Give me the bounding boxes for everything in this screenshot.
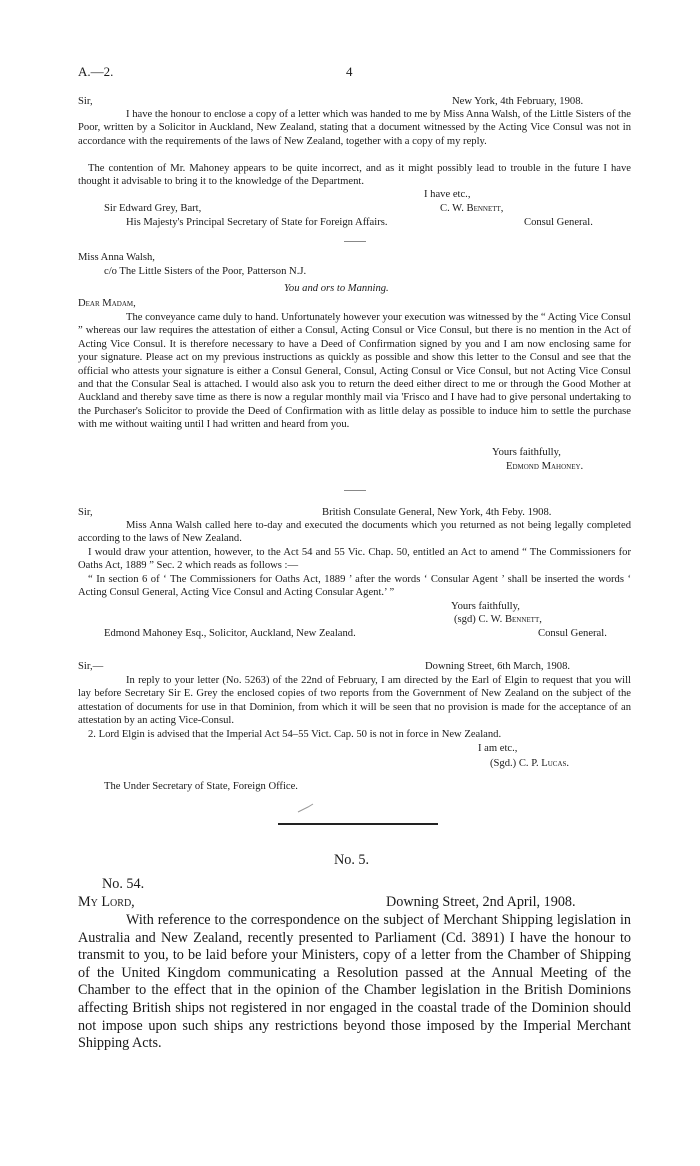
closing: Yours faithfully, bbox=[492, 447, 561, 458]
page-number: 4 bbox=[346, 64, 353, 79]
separator-rule bbox=[344, 241, 366, 242]
signature-title: Consul General. bbox=[538, 628, 607, 639]
closing: I am etc., bbox=[478, 743, 518, 754]
paragraph: 2. Lord Elgin is advised that the Imperial Act 54–55 Vict. Cap. 50 is not in force in New Zealand. bbox=[88, 729, 502, 740]
addressee-title: His Majesty's Principal Secretary of State for Foreign Affairs. bbox=[126, 217, 388, 228]
dispatch-number: No. 54. bbox=[102, 876, 145, 892]
salutation: Dear Madam, bbox=[78, 298, 136, 309]
letter-date: Downing Street, 6th March, 1908. bbox=[425, 661, 571, 672]
paragraph: Miss Anna Walsh called here to-day and executed the documents which you returned as not being legally completed according to the laws of New Zealand. bbox=[78, 520, 631, 545]
signature-name: Edmond Mahoney. bbox=[506, 461, 584, 472]
recipient-address: c/o The Little Sisters of the Poor, Patterson N.J. bbox=[104, 266, 307, 277]
addressee-name: Sir Edward Grey, Bart, bbox=[104, 203, 202, 214]
section-number: No. 5. bbox=[334, 852, 370, 868]
salutation: My Lord, bbox=[78, 894, 135, 910]
pen-mark bbox=[296, 802, 316, 814]
paragraph: The conveyance came duly to hand. Unfortunately however your execution was witnessed by the “ Acting Vice Consul ” whereas our law requires the attestation of either a Consul, Acting Consul or Vice Consul, but there is no mention in the Act of Acting Vice Consul. It is therefore necessary to have a Deed of Confirmation signed by you and I am now enclosing same for your signature. Please act on my previous instructions as quickly as possible and show this letter to the Consul and see that the official who attests your signature is either a Consul General, Consul, Acting Consul or Vice Consul, but not Acting Vice Consul and that the Consular Seal is attached. I would also ask you to return the deed either direct to me or through the Good Mother at Auckland and thereby save time as there is now a regular monthly mail via 'Frisco and I have had to give personal undertaking to the Purchaser's Solicitor to provide the Deed of Confirmation with as little delay as possible to induce him to settle the purchase with me without waiting until I had written and heard from you. bbox=[78, 312, 631, 431]
signature-name: C. W. Bennett, bbox=[440, 203, 504, 214]
addressee: Edmond Mahoney Esq., Solicitor, Auckland, New Zealand. bbox=[104, 628, 356, 639]
closing: I have etc., bbox=[424, 189, 471, 200]
signature-name: (Sgd.) C. P. Lucas. bbox=[490, 758, 570, 769]
paragraph: The contention of Mr. Mahoney appears to be quite incorrect, and as it might possibly lead to trouble in the future I have thought it advisable to bring it to the knowledge of the Department. bbox=[78, 163, 631, 188]
separator-rule bbox=[344, 490, 366, 491]
letter-date: New York, 4th February, 1908. bbox=[452, 96, 584, 107]
letter-date: Downing Street, 2nd April, 1908. bbox=[386, 894, 576, 910]
paragraph: I have the honour to enclose a copy of a letter which was handed to me by Miss Anna Walsh, of the Little Sisters of the Poor, written by a Solicitor in Auckland, New Zealand, stating that a document witnessed by the Acting Vice Consul was not in accordance with the requirements of the laws of New Zealand, together with a copy of my reply. bbox=[78, 109, 631, 147]
signature-title: Consul General. bbox=[524, 217, 593, 228]
paragraph: I would draw your attention, however, to the Act 54 and 55 Vic. Chap. 50, entitled an Act to amend “ The Commissioners for Oaths Act, 1889 ” Sec. 2 which reads as follows :— bbox=[78, 547, 631, 572]
signature-name: (sgd) C. W. Bennett, bbox=[454, 614, 542, 625]
salutation: Sir,— bbox=[78, 661, 104, 672]
salutation: Sir, bbox=[78, 507, 93, 518]
page-header-left: A.—2. bbox=[78, 64, 114, 79]
section-rule bbox=[278, 823, 438, 825]
paragraph: With reference to the correspondence on the subject of Merchant Shipping legislation in Australia and New Zealand, recently presented to Parliament (Cd. 3891) I have the honour to transmit to you, to be laid before your Ministers, copy of a letter from the Chamber of Shipping of the United Kingdom communicating a Resolution passed at the Annual Meeting of the Chamber to the effect that in the opinion of the Chamber legislation in the British Dominions affecting British ships not registered in nor engaged in the coastal trade of the Dominion should not impose upon such ships any restrictions beyond those imposed by the Imperial Merchant Shipping Acts. bbox=[78, 912, 631, 1052]
recipient-name: Miss Anna Walsh, bbox=[78, 252, 155, 263]
closing: Yours faithfully, bbox=[451, 601, 520, 612]
paragraph: In reply to your letter (No. 5263) of the 22nd of February, I am directed by the Earl of Elgin to request that you will lay before Secretary Sir E. Grey the enclosed copies of two reports from the Government of New Zealand on the subject of the attestation of documents for use in that Dominion, from which it will be seen that no provision is made for the acceptance of an attestation by an acting Vice-Consul. bbox=[78, 675, 631, 727]
letter-date: British Consulate General, New York, 4th Feby. 1908. bbox=[322, 507, 552, 518]
addressee: The Under Secretary of State, Foreign Office. bbox=[104, 781, 298, 792]
paragraph: “ In section 6 of ‘ The Commissioners for Oaths Act, 1889 ’ after the words ‘ Consular Agent ’ shall be inserted the words ‘ Acting Consul General, Acting Vice Consul and Acting Consular Agent.’ ” bbox=[78, 574, 631, 599]
salutation: Sir, bbox=[78, 96, 93, 107]
letter-heading: You and ors to Manning. bbox=[284, 283, 389, 294]
